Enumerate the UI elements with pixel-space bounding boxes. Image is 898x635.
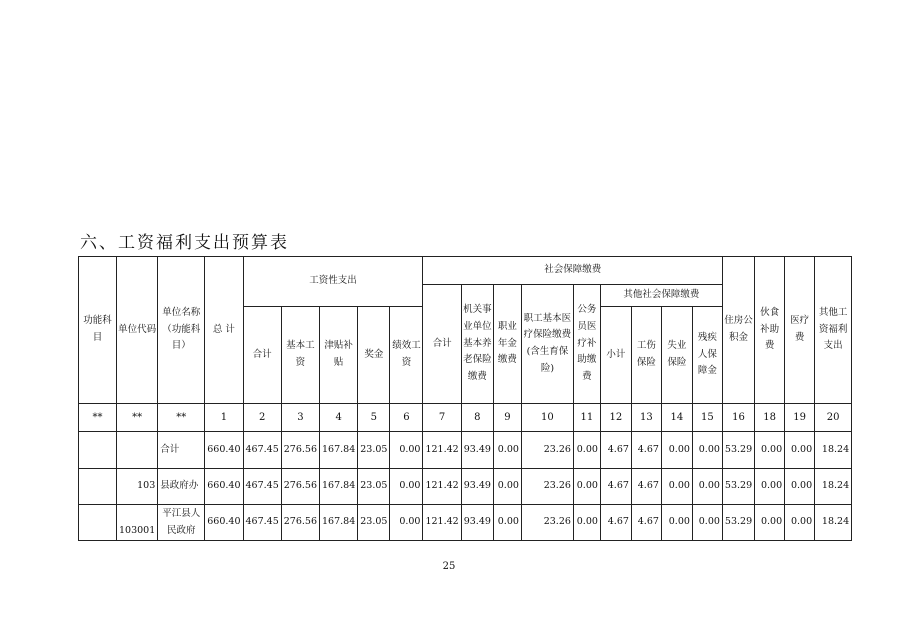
medical-cell: 23.26 xyxy=(521,432,573,469)
header-medical: 职工基本医疗保险缴费(含生育保险) xyxy=(521,285,573,404)
civil-medical-cell: 0.00 xyxy=(573,505,600,541)
annuity-cell: 0.00 xyxy=(493,505,521,541)
meal-cell: 0.00 xyxy=(755,432,785,469)
header-injury: 工伤保险 xyxy=(631,307,661,404)
index-cell: ** xyxy=(158,404,205,432)
header-social-group: 社会保障缴费 xyxy=(423,257,722,285)
index-cell: 12 xyxy=(600,404,631,432)
index-cell: 11 xyxy=(573,404,600,432)
other-subtotal-cell: 4.67 xyxy=(600,469,631,505)
injury-cell: 4.67 xyxy=(631,469,661,505)
pension-cell: 93.49 xyxy=(461,469,493,505)
index-cell: ** xyxy=(117,404,158,432)
header-pension: 机关事业单位基本养老保险缴费 xyxy=(461,285,493,404)
index-cell: 5 xyxy=(358,404,390,432)
header-basic-salary: 基本工资 xyxy=(281,307,319,404)
header-bonus: 奖金 xyxy=(358,307,390,404)
disability-cell: 0.00 xyxy=(692,432,722,469)
performance-cell: 0.00 xyxy=(390,505,423,541)
header-other-subtotal: 小计 xyxy=(600,307,631,404)
index-cell: 9 xyxy=(493,404,521,432)
index-cell: 15 xyxy=(692,404,722,432)
header-salary-group: 工资性支出 xyxy=(243,257,423,307)
header-housing: 住房公积金 xyxy=(722,257,754,404)
performance-cell: 0.00 xyxy=(390,432,423,469)
header-unit-name: 单位名称（功能科目） xyxy=(158,257,205,404)
index-cell: 1 xyxy=(205,404,243,432)
index-cell: 2 xyxy=(243,404,281,432)
other-welfare-cell: 18.24 xyxy=(815,505,852,541)
table-row xyxy=(79,505,852,541)
injury-cell: 4.67 xyxy=(631,432,661,469)
unit-code-cell xyxy=(117,432,158,469)
salary-subtotal-cell: 467.45 xyxy=(243,469,281,505)
header-other-welfare: 其他工资福利支出 xyxy=(815,257,852,404)
header-other-social-group: 其他社会保障缴费 xyxy=(600,285,722,307)
header-social-subtotal: 合计 xyxy=(423,285,461,404)
salary-welfare-budget-table xyxy=(78,256,852,541)
index-cell: 10 xyxy=(521,404,573,432)
disability-cell: 0.00 xyxy=(692,469,722,505)
header-func-code: 功能科目 xyxy=(79,257,117,404)
pension-cell: 93.49 xyxy=(461,505,493,541)
header-meal: 伙食补助费 xyxy=(755,257,785,404)
annuity-cell: 0.00 xyxy=(493,432,521,469)
table-row xyxy=(79,469,852,505)
page-title: 六、工资福利支出预算表 xyxy=(80,233,289,253)
index-cell: 7 xyxy=(423,404,461,432)
bonus-cell: 23.05 xyxy=(358,469,390,505)
index-cell: 18 xyxy=(755,404,785,432)
unemployment-cell: 0.00 xyxy=(661,505,692,541)
medical-fee-cell: 0.00 xyxy=(785,432,815,469)
index-cell: 8 xyxy=(461,404,493,432)
injury-cell: 4.67 xyxy=(631,505,661,541)
header-unit-code: 单位代码 xyxy=(117,257,158,404)
header-row-1 xyxy=(79,257,852,285)
unit-code-cell: 103 xyxy=(117,469,158,505)
basic-salary-cell: 276.56 xyxy=(281,432,319,469)
housing-cell: 53.29 xyxy=(722,432,754,469)
func-code-cell xyxy=(79,505,117,541)
unit-name-cell: 县政府办 xyxy=(158,469,205,505)
header-salary-subtotal: 合计 xyxy=(243,307,281,404)
index-cell: 14 xyxy=(661,404,692,432)
social-subtotal-cell: 121.42 xyxy=(423,432,461,469)
salary-subtotal-cell: 467.45 xyxy=(243,432,281,469)
bonus-cell: 23.05 xyxy=(358,505,390,541)
header-medical-fee: 医疗费 xyxy=(785,257,815,404)
index-cell: 6 xyxy=(390,404,423,432)
medical-fee-cell: 0.00 xyxy=(785,505,815,541)
disability-cell: 0.00 xyxy=(692,505,722,541)
total-cell: 660.40 xyxy=(205,505,243,541)
housing-cell: 53.29 xyxy=(722,469,754,505)
header-civil-medical: 公务员医疗补助缴费 xyxy=(573,285,600,404)
other-welfare-cell: 18.24 xyxy=(815,432,852,469)
social-subtotal-cell: 121.42 xyxy=(423,505,461,541)
total-cell: 660.40 xyxy=(205,432,243,469)
header-unemployment: 失业保险 xyxy=(661,307,692,404)
page-number: 25 xyxy=(442,561,456,572)
pension-cell: 93.49 xyxy=(461,432,493,469)
basic-salary-cell: 276.56 xyxy=(281,505,319,541)
civil-medical-cell: 0.00 xyxy=(573,432,600,469)
header-disability: 残疾人保障金 xyxy=(692,307,722,404)
basic-salary-cell: 276.56 xyxy=(281,469,319,505)
unit-name-cell: 平江县人民政府 xyxy=(158,505,205,541)
other-subtotal-cell: 4.67 xyxy=(600,432,631,469)
meal-cell: 0.00 xyxy=(755,505,785,541)
social-subtotal-cell: 121.42 xyxy=(423,469,461,505)
header-annuity: 职业年金缴费 xyxy=(493,285,521,404)
unemployment-cell: 0.00 xyxy=(661,469,692,505)
index-cell: ** xyxy=(79,404,117,432)
medical-cell: 23.26 xyxy=(521,505,573,541)
table-row xyxy=(79,432,852,469)
header-allowance: 津贴补贴 xyxy=(320,307,358,404)
unemployment-cell: 0.00 xyxy=(661,432,692,469)
allowance-cell: 167.84 xyxy=(320,469,358,505)
func-code-cell xyxy=(79,432,117,469)
medical-cell: 23.26 xyxy=(521,469,573,505)
other-subtotal-cell: 4.67 xyxy=(600,505,631,541)
index-row xyxy=(79,404,852,432)
housing-cell: 53.29 xyxy=(722,505,754,541)
unit-code-cell: 103001 xyxy=(117,505,158,541)
meal-cell: 0.00 xyxy=(755,469,785,505)
total-cell: 660.40 xyxy=(205,469,243,505)
allowance-cell: 167.84 xyxy=(320,432,358,469)
other-welfare-cell: 18.24 xyxy=(815,469,852,505)
header-total: 总 计 xyxy=(205,257,243,404)
performance-cell: 0.00 xyxy=(390,469,423,505)
index-cell: 3 xyxy=(281,404,319,432)
medical-fee-cell: 0.00 xyxy=(785,469,815,505)
index-cell: 20 xyxy=(815,404,852,432)
header-performance: 绩效工资 xyxy=(390,307,423,404)
civil-medical-cell: 0.00 xyxy=(573,469,600,505)
allowance-cell: 167.84 xyxy=(320,505,358,541)
bonus-cell: 23.05 xyxy=(358,432,390,469)
annuity-cell: 0.00 xyxy=(493,469,521,505)
index-cell: 13 xyxy=(631,404,661,432)
salary-subtotal-cell: 467.45 xyxy=(243,505,281,541)
index-cell: 16 xyxy=(722,404,754,432)
func-code-cell xyxy=(79,469,117,505)
index-cell: 4 xyxy=(320,404,358,432)
unit-name-cell: 合计 xyxy=(158,432,205,469)
index-cell: 19 xyxy=(785,404,815,432)
